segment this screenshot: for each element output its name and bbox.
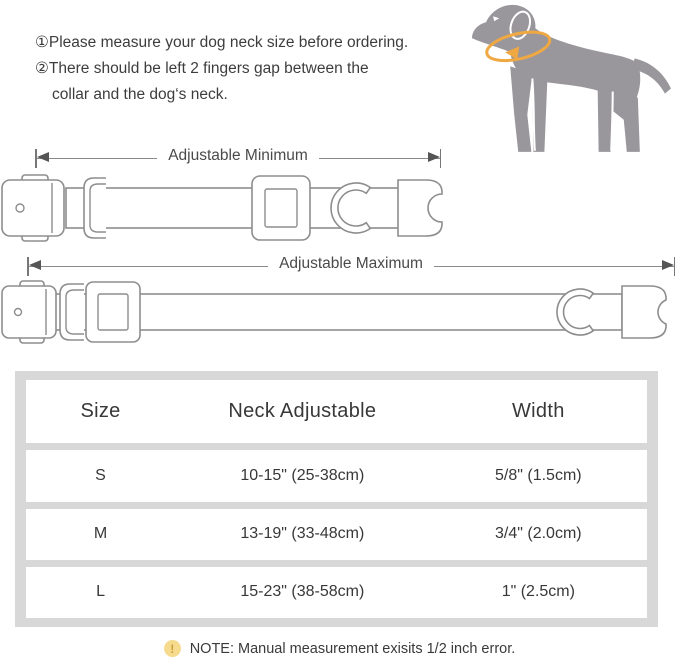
collar-minimum-diagram [0,172,460,244]
cell-width: 1" (2.5cm) [501,583,575,601]
header-width: Width [512,400,565,423]
dimension-endbar [674,257,676,276]
arrow-left-icon [29,266,269,267]
header-neck-adjustable: Neck Adjustable [228,400,377,423]
header-size: Size [80,400,121,423]
size-table [15,371,658,627]
cell-width: 3/4" (2.0cm) [495,525,582,543]
instruction-line-3: collar and the dog‘s neck. [52,86,228,103]
adjustable-minimum-label: Adjustable Minimum [168,147,308,164]
dog-illustration [466,2,672,158]
table-row-m [26,509,647,560]
measurement-note [0,640,679,657]
collar-strap [66,188,400,228]
tri-glide-slider [86,282,140,342]
cell-size: M [93,525,108,543]
adjustable-maximum-dimension [27,256,675,276]
strap-keeper [60,284,84,340]
dimension-endbar [440,149,442,168]
table-row-s [26,450,647,501]
instruction-line-1: ①Please measure your dog neck size before ordering. [35,34,409,51]
table-row-l [26,567,647,618]
cell-width: 5/8" (1.5cm) [495,467,582,485]
cell-neck: 15-23" (38-58cm) [240,583,365,601]
arrow-right-icon [434,266,674,267]
buckle-male-end [398,180,442,236]
adjustable-maximum-label: Adjustable Maximum [279,255,423,272]
instruction-line-2: ②There should be left 2 fingers gap between the [35,60,369,77]
exclamation-circle-icon: ! [164,640,181,657]
arrow-right-icon [319,158,440,159]
table-header-row [26,380,647,443]
metal-buckle [2,175,64,241]
cell-size: S [95,467,106,485]
tri-glide-slider [252,176,310,240]
buckle-male-end [622,286,666,338]
measuring-instructions [35,30,408,108]
metal-buckle [2,281,56,343]
cell-neck: 13-19" (33-48cm) [240,525,365,543]
dog-silhouette-icon [466,2,672,158]
collar-maximum-diagram [0,280,679,344]
adjustable-minimum-dimension [35,148,441,168]
arrow-left-icon [37,158,158,159]
cell-neck: 10-15" (25-38cm) [240,467,365,485]
note-text: NOTE: Manual measurement exisits 1/2 inch error. [189,640,516,657]
cell-size: L [96,583,105,601]
strap-keeper [84,178,106,238]
